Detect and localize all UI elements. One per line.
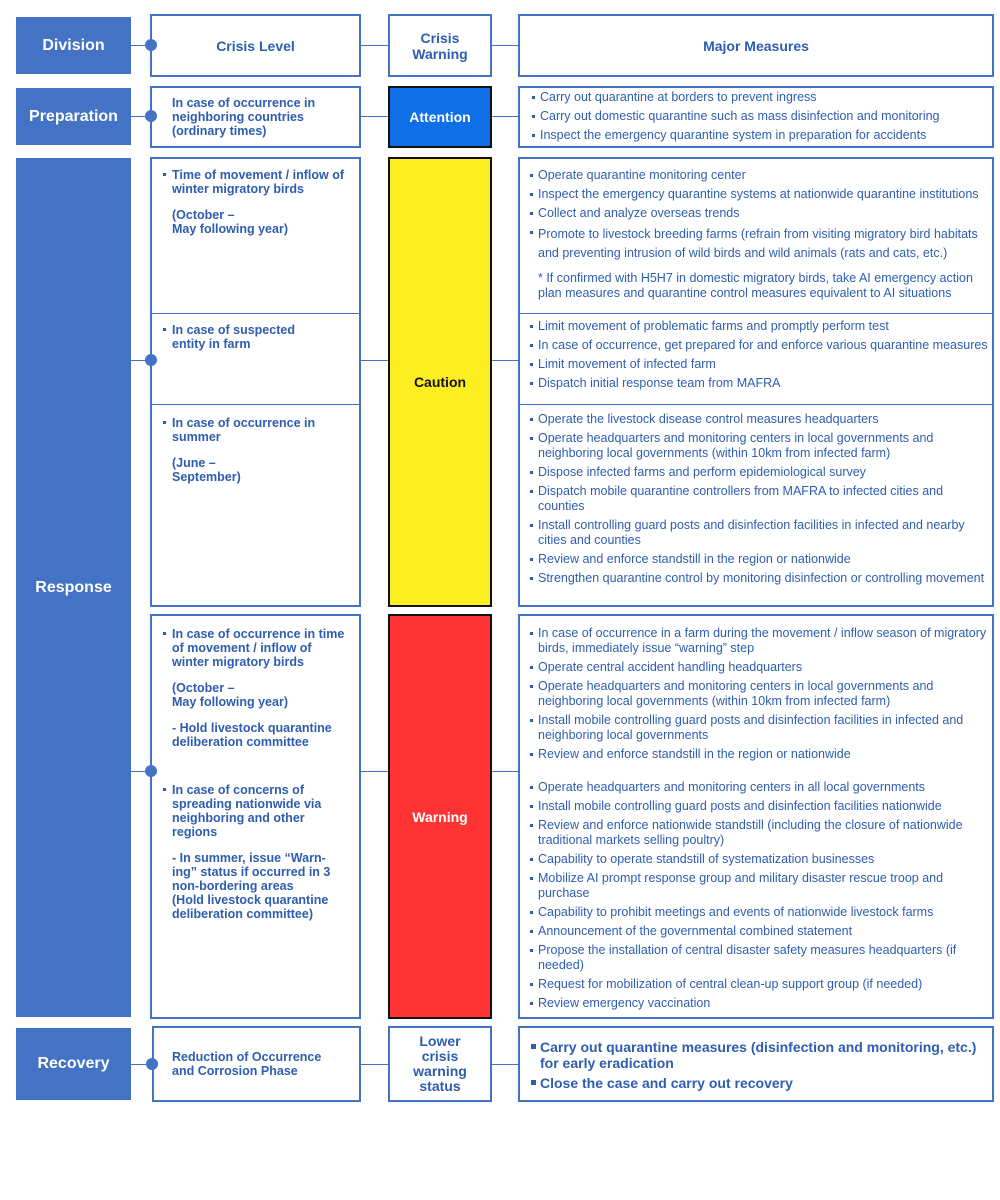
measure-item: Promote to livestock breeding farms (refrain from visiting migratory bird habitats and preventing intrusion of wild birds and wild animals (rats and cats, etc.) bbox=[520, 225, 988, 263]
warning-lower-status: Lower crisis warning status bbox=[388, 1026, 492, 1102]
measure-item: Propose the installation of central disaster safety measures headquarters (if needed) bbox=[520, 943, 988, 973]
connector-dot bbox=[146, 1058, 158, 1070]
connector-dot bbox=[145, 110, 157, 122]
measures-caution-2 bbox=[520, 319, 988, 395]
level-preparation bbox=[150, 86, 361, 148]
measure-item: Install mobile controlling guard posts and disinfection facilities nationwide bbox=[520, 799, 988, 814]
division-header: Division bbox=[16, 17, 131, 74]
measures-warning-1 bbox=[520, 626, 988, 766]
measure-item: Review and enforce standstill in the region or nationwide bbox=[520, 747, 988, 762]
measure-item: Limit movement of problematic farms and promptly perform test bbox=[520, 319, 988, 334]
connector-dot bbox=[145, 354, 157, 366]
measure-item: Close the case and carry out recovery bbox=[522, 1075, 986, 1091]
measure-item: Capability to prohibit meetings and events of nationwide livestock farms bbox=[520, 905, 988, 920]
measure-note: * If confirmed with H5H7 in domestic migratory birds, take AI emergency action plan measures and quarantine control measures equivalent to AI situations bbox=[538, 271, 973, 300]
measure-item: Collect and analyze overseas trends bbox=[520, 206, 988, 221]
measures-recovery bbox=[518, 1026, 994, 1102]
measure-item: Review and enforce nationwide standstill (including the closure of nationwide traditional markets selling poultry) bbox=[520, 818, 988, 848]
division-preparation: Preparation bbox=[16, 88, 131, 145]
measure-item: Dispose infected farms and perform epidemiological survey bbox=[520, 465, 988, 480]
warning-warning: Warning bbox=[388, 614, 492, 1019]
measure-item: Dispatch mobile quarantine controllers from MAFRA to infected cities and counties bbox=[520, 484, 988, 514]
level-warning-migratory bbox=[172, 627, 357, 749]
measure-item: Install mobile controlling guard posts and disinfection facilities in infected and neighboring local governments bbox=[520, 713, 988, 743]
level-warning-nationwide bbox=[172, 783, 357, 921]
measures-warning-2 bbox=[520, 780, 988, 1015]
measure-item: Mobilize AI prompt response group and military disaster rescue troop and purchase bbox=[520, 871, 988, 901]
measure-item: Operate headquarters and monitoring centers in all local governments bbox=[520, 780, 988, 795]
measure-item: Operate quarantine monitoring center bbox=[520, 168, 988, 183]
measure-item: Carry out quarantine measures (disinfection and monitoring, etc.) for early eradication bbox=[522, 1039, 986, 1071]
division-response: Response bbox=[16, 158, 131, 1017]
measure-item: Announcement of the governmental combined statement bbox=[520, 924, 988, 939]
divider bbox=[152, 404, 359, 405]
level-recovery bbox=[152, 1026, 361, 1102]
measure-item: Operate headquarters and monitoring centers in local governments and neighboring local governments (within 10km from infected farm) bbox=[520, 679, 988, 709]
level-title: In case of suspected entity in farm bbox=[172, 323, 357, 351]
level-caution-migratory bbox=[172, 168, 357, 236]
level-title: Time of movement / inflow of winter migratory birds bbox=[172, 168, 357, 196]
measures-preparation bbox=[518, 86, 994, 148]
measure-item: In case of occurrence, get prepared for and enforce various quarantine measures bbox=[520, 338, 988, 353]
level-caution-summer bbox=[172, 416, 357, 484]
measure-item: Operate the livestock disease control measures headquarters bbox=[520, 412, 988, 427]
warning-caution: Caution bbox=[388, 157, 492, 607]
measure-item: Inspect the emergency quarantine systems at nationwide quarantine institutions bbox=[520, 187, 988, 202]
measure-item: Carry out domestic quarantine such as mass disinfection and monitoring bbox=[522, 109, 986, 124]
measure-item: Install controlling guard posts and disinfection facilities in infected and nearby cities and counties bbox=[520, 518, 988, 548]
level-period: (June – September) bbox=[172, 456, 241, 484]
measure-item: Capability to operate standstill of systematization businesses bbox=[520, 852, 988, 867]
divider bbox=[520, 313, 992, 314]
crisis-level-header: Crisis Level bbox=[150, 14, 361, 77]
divider bbox=[520, 404, 992, 405]
measures-caution-3 bbox=[520, 412, 988, 590]
level-title: In case of occurrence in summer bbox=[172, 416, 357, 444]
connector-dot bbox=[145, 39, 157, 51]
divider bbox=[152, 313, 359, 314]
level-caution-suspected bbox=[172, 323, 357, 351]
measure-item: Operate central accident handling headquarters bbox=[520, 660, 988, 675]
measure-item: Request for mobilization of central clean-up support group (if needed) bbox=[520, 977, 988, 992]
crisis-warning-header: Crisis Warning bbox=[388, 14, 492, 77]
measure-item: Inspect the emergency quarantine system in preparation for accidents bbox=[522, 128, 986, 143]
major-measures-header: Major Measures bbox=[518, 14, 994, 77]
level-period: (October – May following year) bbox=[172, 681, 288, 709]
measure-item: Operate headquarters and monitoring centers in local governments and neighboring local governments (within 10km from infected farm) bbox=[520, 431, 988, 461]
level-text: In case of occurrence in neighboring countries (ordinary times) bbox=[172, 96, 316, 138]
level-extra: - Hold livestock quarantine deliberation committee bbox=[172, 721, 332, 749]
warning-attention: Attention bbox=[388, 86, 492, 148]
measure-item: Limit movement of infected farm bbox=[520, 357, 988, 372]
level-extra: - In summer, issue “Warn- ing” status if occurred in 3 non-bordering areas (Hold livestock quarantine deliberation committee) bbox=[172, 851, 331, 921]
connector-dot bbox=[145, 765, 157, 777]
measure-item: Dispatch initial response team from MAFRA bbox=[520, 376, 988, 391]
measure-item: Strengthen quarantine control by monitoring disinfection or controlling movement bbox=[520, 571, 988, 586]
measure-item: Carry out quarantine at borders to prevent ingress bbox=[522, 90, 986, 105]
measures-caution-1 bbox=[520, 168, 988, 301]
level-text: Reduction of Occurrence and Corrosion Phase bbox=[172, 1050, 322, 1078]
measure-item: In case of occurrence in a farm during the movement / inflow season of migratory birds, immediately issue “warning” step bbox=[520, 626, 988, 656]
measure-item: Review and enforce standstill in the region or nationwide bbox=[520, 552, 988, 567]
level-period: (October – May following year) bbox=[172, 208, 288, 236]
level-title: In case of concerns of spreading nationwide via neighboring and other regions bbox=[172, 783, 357, 839]
measure-item: Review emergency vaccination bbox=[520, 996, 988, 1011]
division-recovery: Recovery bbox=[16, 1028, 131, 1100]
level-title: In case of occurrence in time of movement / inflow of winter migratory birds bbox=[172, 627, 357, 669]
